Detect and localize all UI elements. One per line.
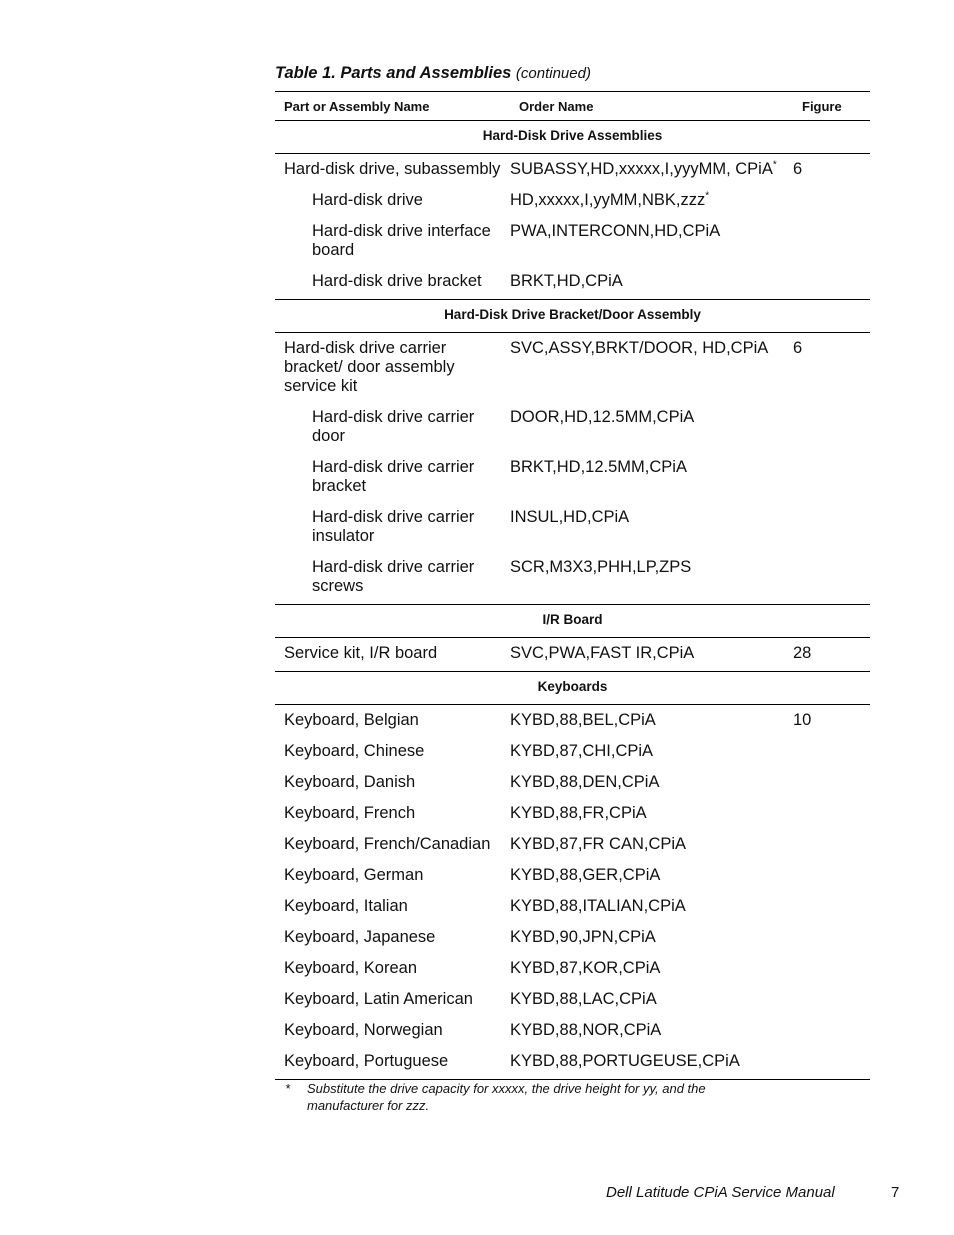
order-name-cell <box>510 928 793 947</box>
order-name-cell <box>510 1021 793 1040</box>
order-name-text: KYBD,88,ITALIAN,CPiA <box>510 897 686 915</box>
order-name-cell <box>510 835 793 854</box>
order-name-cell <box>510 1052 793 1071</box>
section-rows <box>275 333 870 605</box>
table-row <box>275 835 870 854</box>
table-caption-title: Table 1. Parts and Assemblies <box>275 64 512 82</box>
figure-cell: 6 <box>793 160 803 178</box>
table-row <box>275 928 870 947</box>
order-name-cell <box>510 222 793 260</box>
table-row <box>275 866 870 885</box>
part-name-cell: Hard-disk drive carrier bracket/ door assembly service kit <box>284 339 455 395</box>
part-name-cell: Hard-disk drive carrier door <box>312 408 475 445</box>
order-name-text: SCR,M3X3,PHH,LP,ZPS <box>510 558 692 576</box>
figure-cell <box>793 804 870 823</box>
part-name-cell: Keyboard, French <box>284 804 416 822</box>
page-footer-title: Dell Latitude CPiA Service Manual <box>606 1184 835 1201</box>
order-name-cell <box>510 160 793 179</box>
table-caption <box>275 64 591 83</box>
table-row <box>275 742 870 761</box>
table-footnote <box>285 1080 765 1114</box>
section-heading: I/R Board <box>275 605 870 638</box>
order-name-text: KYBD,88,NOR,CPiA <box>510 1021 662 1039</box>
order-name-text: KYBD,88,DEN,CPiA <box>510 773 660 791</box>
order-name-text: PWA,INTERCONN,HD,CPiA <box>510 222 721 240</box>
order-name-cell <box>510 558 793 596</box>
order-name-cell <box>510 742 793 761</box>
part-name-cell: Hard-disk drive carrier bracket <box>312 458 475 495</box>
part-name-cell: Hard-disk drive interface board <box>312 222 491 259</box>
page-number: 7 <box>891 1184 900 1201</box>
order-name-cell <box>510 644 793 663</box>
part-name-cell: Keyboard, Belgian <box>284 711 419 729</box>
figure-cell <box>793 990 870 1009</box>
part-name-cell: Keyboard, Portuguese <box>284 1052 449 1070</box>
figure-cell: 6 <box>793 339 803 357</box>
order-name-cell <box>510 990 793 1009</box>
part-name-cell: Keyboard, French/Canadian <box>284 835 491 853</box>
table-row <box>275 990 870 1009</box>
figure-cell <box>793 1021 870 1040</box>
section-rows <box>275 705 870 1080</box>
table-row <box>275 339 870 396</box>
table-row <box>275 1052 870 1071</box>
order-name-cell <box>510 773 793 792</box>
footnote-text: Substitute the drive capacity for xxxxx, the drive height for yy, and the manufacturer for zzz. <box>307 1081 706 1113</box>
figure-cell <box>793 558 870 596</box>
table-caption-suffix: (continued) <box>515 65 591 82</box>
parts-table <box>275 91 870 1080</box>
figure-cell <box>793 835 870 854</box>
order-name-cell <box>510 408 793 446</box>
figure-cell <box>793 222 870 260</box>
order-name-text: KYBD,88,LAC,CPiA <box>510 990 657 1008</box>
order-name-text: BRKT,HD,12.5MM,CPiA <box>510 458 687 476</box>
part-name-cell: Keyboard, Italian <box>284 897 408 915</box>
table-row <box>275 272 870 291</box>
order-name-text: INSUL,HD,CPiA <box>510 508 630 526</box>
order-name-cell <box>510 959 793 978</box>
figure-cell <box>793 742 870 761</box>
figure-cell <box>793 773 870 792</box>
order-name-cell <box>510 866 793 885</box>
order-name-cell <box>510 272 793 291</box>
table-row <box>275 711 870 730</box>
order-name-text: SVC,ASSY,BRKT/DOOR, HD,CPiA <box>510 339 769 357</box>
table-row <box>275 959 870 978</box>
figure-cell <box>793 897 870 916</box>
table-row <box>275 773 870 792</box>
figure-cell: 28 <box>793 644 812 662</box>
table-row <box>275 191 870 210</box>
figure-cell <box>793 408 870 446</box>
table-row <box>275 897 870 916</box>
table-row <box>275 458 870 496</box>
footnote-reference: * <box>705 190 710 202</box>
part-name-cell: Keyboard, Japanese <box>284 928 436 946</box>
order-name-text: DOOR,HD,12.5MM,CPiA <box>510 408 695 426</box>
section-rows <box>275 154 870 300</box>
order-name-text: KYBD,88,FR,CPiA <box>510 804 647 822</box>
figure-cell <box>793 458 870 496</box>
table-row <box>275 558 870 596</box>
part-name-cell: Keyboard, Norwegian <box>284 1021 443 1039</box>
order-name-text: BRKT,HD,CPiA <box>510 272 623 290</box>
figure-cell <box>793 191 870 210</box>
part-name-cell: Keyboard, Korean <box>284 959 418 977</box>
part-name-cell: Keyboard, Danish <box>284 773 416 791</box>
figure-cell <box>793 928 870 947</box>
table-body <box>275 121 870 1080</box>
part-name-cell: Keyboard, Chinese <box>284 742 425 760</box>
column-header-part-name: Part or Assembly Name <box>284 99 430 114</box>
column-header-figure: Figure <box>802 99 842 114</box>
table-row <box>275 222 870 260</box>
order-name-cell <box>510 339 793 396</box>
part-name-cell: Hard-disk drive, subassembly <box>284 160 501 178</box>
order-name-text: KYBD,87,CHI,CPiA <box>510 742 654 760</box>
order-name-text: KYBD,88,BEL,CPiA <box>510 711 656 729</box>
order-name-cell <box>510 458 793 496</box>
order-name-text: KYBD,87,FR CAN,CPiA <box>510 835 687 853</box>
order-name-text: SVC,PWA,FAST IR,CPiA <box>510 644 695 662</box>
figure-cell <box>793 959 870 978</box>
figure-cell <box>793 272 870 291</box>
part-name-cell: Hard-disk drive carrier screws <box>312 558 475 595</box>
section-heading: Hard-Disk Drive Assemblies <box>275 121 870 154</box>
order-name-text: KYBD,90,JPN,CPiA <box>510 928 656 946</box>
table-row <box>275 160 870 179</box>
order-name-text: KYBD,88,GER,CPiA <box>510 866 661 884</box>
order-name-cell <box>510 508 793 546</box>
order-name-cell <box>510 711 793 730</box>
footnote-mark: * <box>285 1081 291 1096</box>
part-name-cell: Hard-disk drive carrier insulator <box>312 508 475 545</box>
figure-cell <box>793 1052 870 1071</box>
figure-cell <box>793 508 870 546</box>
table-header <box>275 91 870 121</box>
part-name-cell: Hard-disk drive <box>312 191 423 209</box>
order-name-cell <box>510 804 793 823</box>
section-heading: Hard-Disk Drive Bracket/Door Assembly <box>275 300 870 333</box>
table-row <box>275 508 870 546</box>
table-row <box>275 1021 870 1040</box>
order-name-cell <box>510 897 793 916</box>
order-name-text: SUBASSY,HD,xxxxx,I,yyyMM, CPiA <box>510 160 773 178</box>
order-name-text: KYBD,88,PORTUGEUSE,CPiA <box>510 1052 740 1070</box>
table-row <box>275 408 870 446</box>
section-heading: Keyboards <box>275 672 870 705</box>
order-name-text: HD,xxxxx,I,yyMM,NBK,zzz <box>510 191 706 209</box>
column-header-order-name: Order Name <box>519 99 594 114</box>
part-name-cell: Service kit, I/R board <box>284 644 438 662</box>
figure-cell <box>793 866 870 885</box>
footnote-reference: * <box>772 159 777 171</box>
section-rows <box>275 638 870 672</box>
table-row <box>275 644 870 663</box>
figure-cell: 10 <box>793 711 812 729</box>
part-name-cell: Hard-disk drive bracket <box>312 272 482 290</box>
table-row <box>275 804 870 823</box>
part-name-cell: Keyboard, German <box>284 866 424 884</box>
order-name-text: KYBD,87,KOR,CPiA <box>510 959 661 977</box>
part-name-cell: Keyboard, Latin American <box>284 990 473 1008</box>
order-name-cell <box>510 191 793 210</box>
